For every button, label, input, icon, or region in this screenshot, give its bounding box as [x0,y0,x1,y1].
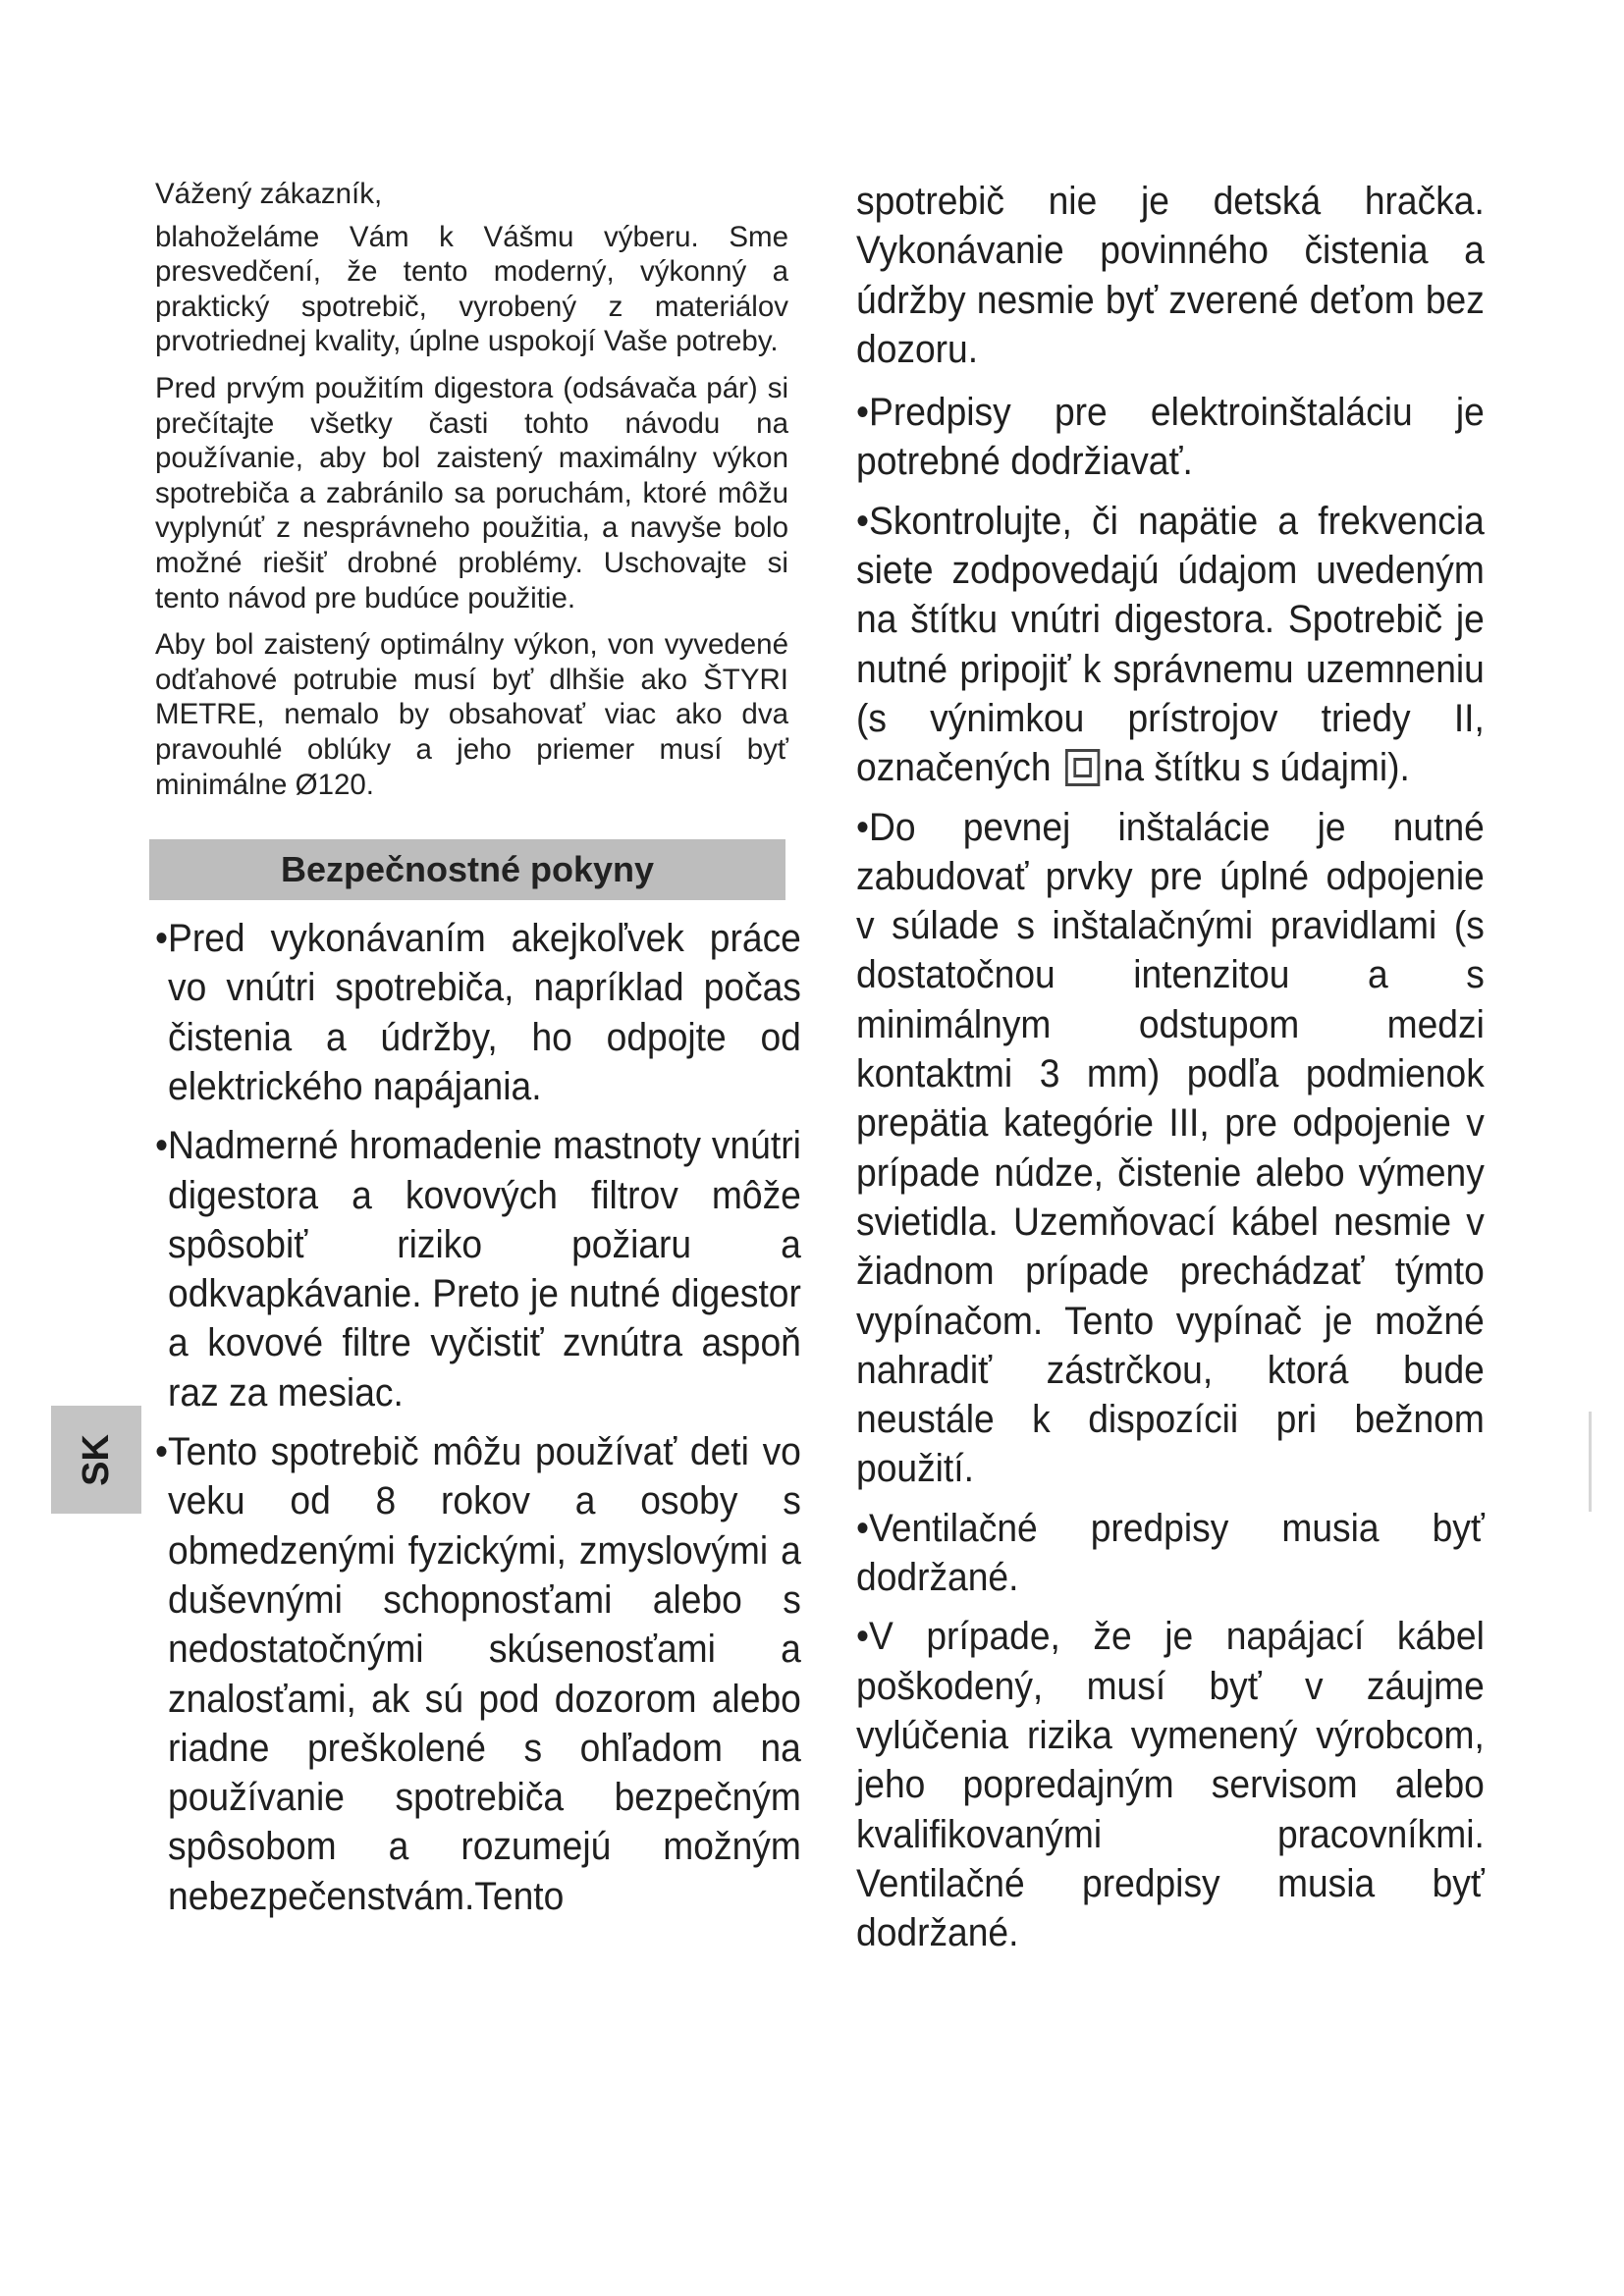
greeting: Vážený zákazník, [155,178,383,210]
intro-text [155,177,788,802]
margin-line [1589,1412,1592,1512]
section-title: Bezpečnostné pokyny [280,849,655,890]
left-column [155,177,801,1931]
safety-item [856,497,1485,793]
language-tab-label: SK [75,1433,117,1486]
safety-list-right [856,177,1485,1957]
section-heading [149,839,785,900]
intro-paragraph: blahoželáme Vám k Vášmu výberu. Sme presvedčení, že tento moderný, výkonný a praktický spotrebič, vyrobený z materiálov prvotriednej kvality, úplne uspokojí Vaše potreby. [155,220,788,358]
safety-item: •Tento spotrebič môžu používať deti vo veku od 8 rokov a osoby s obmedzenými fyzickými, zmyslovými a duševnými schopnosťami alebo s nedostatočnými skúsenosťami a znalosťami, ak sú pod dozorom alebo riadne preškolené s ohľadom na používanie spotrebiča bezpečným spôsobom a rozumejú možným nebezpečenstvám.Tento [155,1430,801,1918]
double-square-icon [1065,749,1100,786]
safety-item: •Predpisy pre elektroinštaláciu je potrebné dodržiavať. [856,391,1485,484]
safety-item-text: •Skontrolujte, či napätie a frekvencia siete zodpovedajú údajom uvedeným na štítku vnútri digestora. Spotrebič je nutné pripojiť k správnemu uzemneniu (s výnimkou prístrojov triedy II, označených [856,499,1485,790]
safety-item: •V prípade, že je napájací kábel poškodený, musí byť v záujme vylúčenia rizika vymenený výrobcom, jeho popredajným servisom alebo kvalifikovanými pracovníkmi. Ventilačné predpisy musia byť dodržané. [856,1615,1485,1955]
safety-item-text: na štítku s údajmi). [1103,746,1410,790]
right-column [856,177,1485,1967]
intro-paragraph: Aby bol zaistený optimálny výkon, von vyvedené odťahové potrubie musí byť dlhšie ako ŠTYRI METRE, nemalo by obsahovať viac ako dva pravouhlé oblúky a jeho priemer musí byť minimálne Ø120. [155,628,788,801]
safety-item-continuation: spotrebič nie je detská hračka. Vykonávanie povinného čistenia a údržby nesmie byť zverené deťom bez dozoru. [856,180,1485,371]
intro-paragraph: Pred prvým použitím digestora (odsávača pár) si prečítajte všetky časti tohto návodu na používanie, aby bol zaistený maximálny výkon spotrebiča a zabránilo sa poruchám, ktoré môžu vyplynúť z nesprávneho použitia, a navyše bolo možné riešiť drobné problémy. Uschovajte si tento návod pre budúce použitie. [155,371,788,614]
safety-item: •Do pevnej inštalácie je nutné zabudovať prvky pre úplné odpojenie v súlade s inštalačnými pravidlami (s dostatočnou intenzitou a s minimálnym odstupom medzi kontaktmi 3 mm) podľa podmienok prepätia kategórie III, pre odpojenie v prípade núdze, čistenie alebo výmeny svietidla. Uzemňovací kábel nesmie v žiadnom prípade prechádzať týmto vypínačom. Tento vypínač je možné nahradiť zástrčkou, ktorá bude neustále k dispozícii pri bežnom použití. [856,805,1485,1491]
safety-item: •Nadmerné hromadenie mastnoty vnútri digestora a kovových filtrov môže spôsobiť riziko požiaru a odkvapkávanie. Preto je nutné digestor a kovové filtre vyčistiť zvnútra aspoň raz za mesiac. [155,1124,801,1415]
language-tab [51,1406,141,1514]
safety-item: •Pred vykonávaním akejkoľvek práce vo vnútri spotrebiča, napríklad počas čistenia a údržby, ho odpojte od elektrického napájania. [155,917,801,1108]
safety-item: •Ventilačné predpisy musia byť dodržané. [856,1506,1485,1600]
safety-list-left [155,914,801,1921]
